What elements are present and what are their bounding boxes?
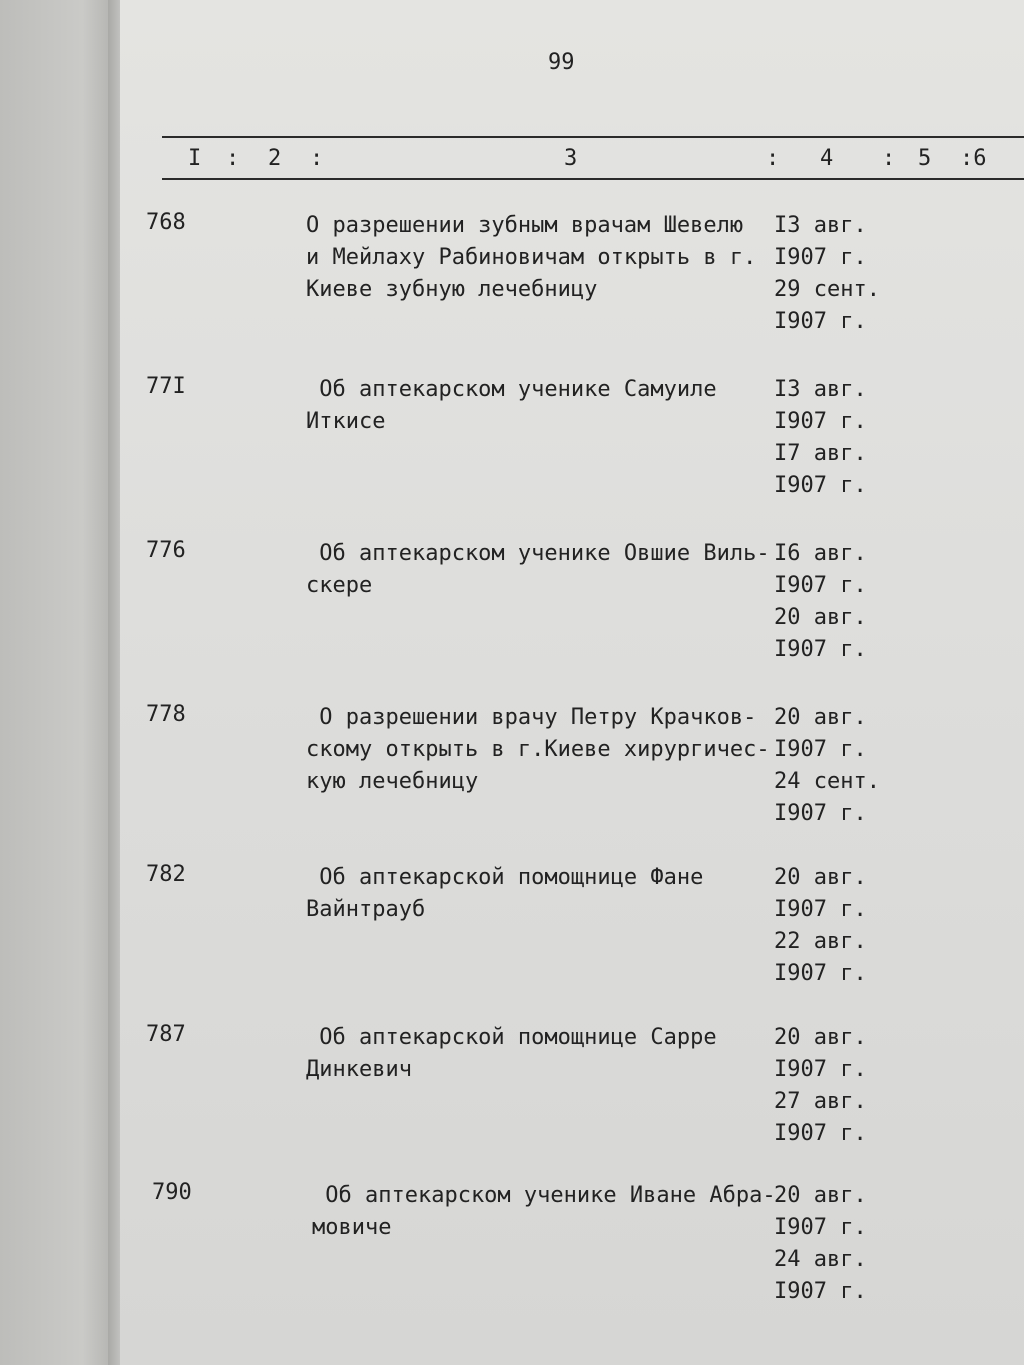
entry-date-line: I907 г.: [774, 309, 867, 334]
header-col-4: 4: [820, 146, 834, 171]
header-rule-bottom: [162, 178, 1024, 180]
entry-dates: [774, 538, 867, 666]
entry-title-line: Об аптекарской помощнице Фане: [306, 865, 704, 890]
entry-date-line: I907 г.: [774, 573, 867, 598]
entry-title-line: Киеве зубную лечебницу: [306, 277, 598, 302]
entry-date-line: I907 г.: [774, 801, 867, 826]
entry-number: 782: [146, 862, 186, 887]
entry-date-line: I6 авг.: [774, 541, 867, 566]
entry-dates: [774, 862, 867, 990]
header-col-3: 3: [564, 146, 578, 171]
entry-date-line: I907 г.: [774, 1215, 867, 1240]
entry-date-line: 20 авг.: [774, 1025, 867, 1050]
entry-number: 787: [146, 1022, 186, 1047]
header-sep-2: :: [310, 146, 324, 171]
entry-date-line: I907 г.: [774, 961, 867, 986]
entry-number: 778: [146, 702, 186, 727]
entry-date-line: 22 авг.: [774, 929, 867, 954]
entry-title-line: О разрешении зубным врачам Шевелю: [306, 213, 744, 238]
entry-date-line: 20 авг.: [774, 705, 867, 730]
entry-date-line: I907 г.: [774, 409, 867, 434]
entry-date-line: I907 г.: [774, 1057, 867, 1082]
entry-dates: [774, 702, 880, 830]
header-col-5: 5: [918, 146, 932, 171]
entry-title-line: Иткисе: [306, 409, 386, 434]
header-col-1: I: [188, 146, 202, 171]
entry-dates: [774, 210, 880, 338]
entry-dates: [774, 1022, 867, 1150]
entry-title-line: Об аптекарском ученике Самуиле: [306, 377, 717, 402]
entry-date-line: I907 г.: [774, 737, 867, 762]
entry-title-line: скому открыть в г.Киеве хирургичес-: [306, 737, 770, 762]
document-page: [120, 0, 1024, 1365]
entry-date-line: I907 г.: [774, 1279, 867, 1304]
entry-title-line: Об аптекарской помощнице Сарре: [306, 1025, 717, 1050]
entry-title-line: скере: [306, 573, 373, 598]
entry-date-line: 20 авг.: [774, 865, 867, 890]
entry-dates: [774, 374, 867, 502]
header-col-6: :6: [960, 146, 987, 171]
entry-title-line: Динкевич: [306, 1057, 412, 1082]
entry-title-line: О разрешении врачу Петру Крачков-: [306, 705, 757, 730]
entry-title-line: Вайнтрауб: [306, 897, 426, 922]
entry-date-line: I3 авг.: [774, 377, 867, 402]
entry-date-line: 29 сент.: [774, 277, 880, 302]
header-rule-top: [162, 136, 1024, 138]
header-sep-4: :: [882, 146, 896, 171]
entry-date-line: I3 авг.: [774, 213, 867, 238]
entry-date-line: I907 г.: [774, 245, 867, 270]
entry-title: [306, 374, 776, 438]
header-sep-3: :: [766, 146, 780, 171]
entry-title: [306, 1022, 776, 1086]
entry-title: [312, 1180, 782, 1244]
entry-title-line: кую лечебницу: [306, 769, 479, 794]
entry-date-line: 20 авг.: [774, 605, 867, 630]
entry-date-line: I907 г.: [774, 1121, 867, 1146]
entry-date-line: I907 г.: [774, 473, 867, 498]
entry-date-line: I7 авг.: [774, 441, 867, 466]
entry-title: [306, 702, 776, 798]
entry-number: 790: [152, 1180, 192, 1205]
header-col-2: 2: [268, 146, 282, 171]
entry-title-line: Об аптекарском ученике Иване Абра-: [312, 1183, 776, 1208]
entry-title-line: и Мейлаху Рабиновичам открыть в г.: [306, 245, 757, 270]
entry-dates: [774, 1180, 867, 1308]
entry-date-line: 24 авг.: [774, 1247, 867, 1272]
page-number: 99: [548, 50, 575, 75]
entry-date-line: I907 г.: [774, 897, 867, 922]
entry-title: [306, 862, 776, 926]
entry-title: [306, 538, 776, 602]
entry-date-line: 27 авг.: [774, 1089, 867, 1114]
entry-title-line: Об аптекарском ученике Овшие Виль-: [306, 541, 770, 566]
entry-title: [306, 210, 776, 306]
entry-title-line: мовиче: [312, 1215, 392, 1240]
entry-date-line: 24 сент.: [774, 769, 880, 794]
entry-number: 768: [146, 210, 186, 235]
entry-date-line: 20 авг.: [774, 1183, 867, 1208]
facing-page-edge: [0, 0, 118, 1365]
header-sep-1: :: [226, 146, 240, 171]
entry-number: 776: [146, 538, 186, 563]
entry-number: 77I: [146, 374, 186, 399]
entry-date-line: I907 г.: [774, 637, 867, 662]
